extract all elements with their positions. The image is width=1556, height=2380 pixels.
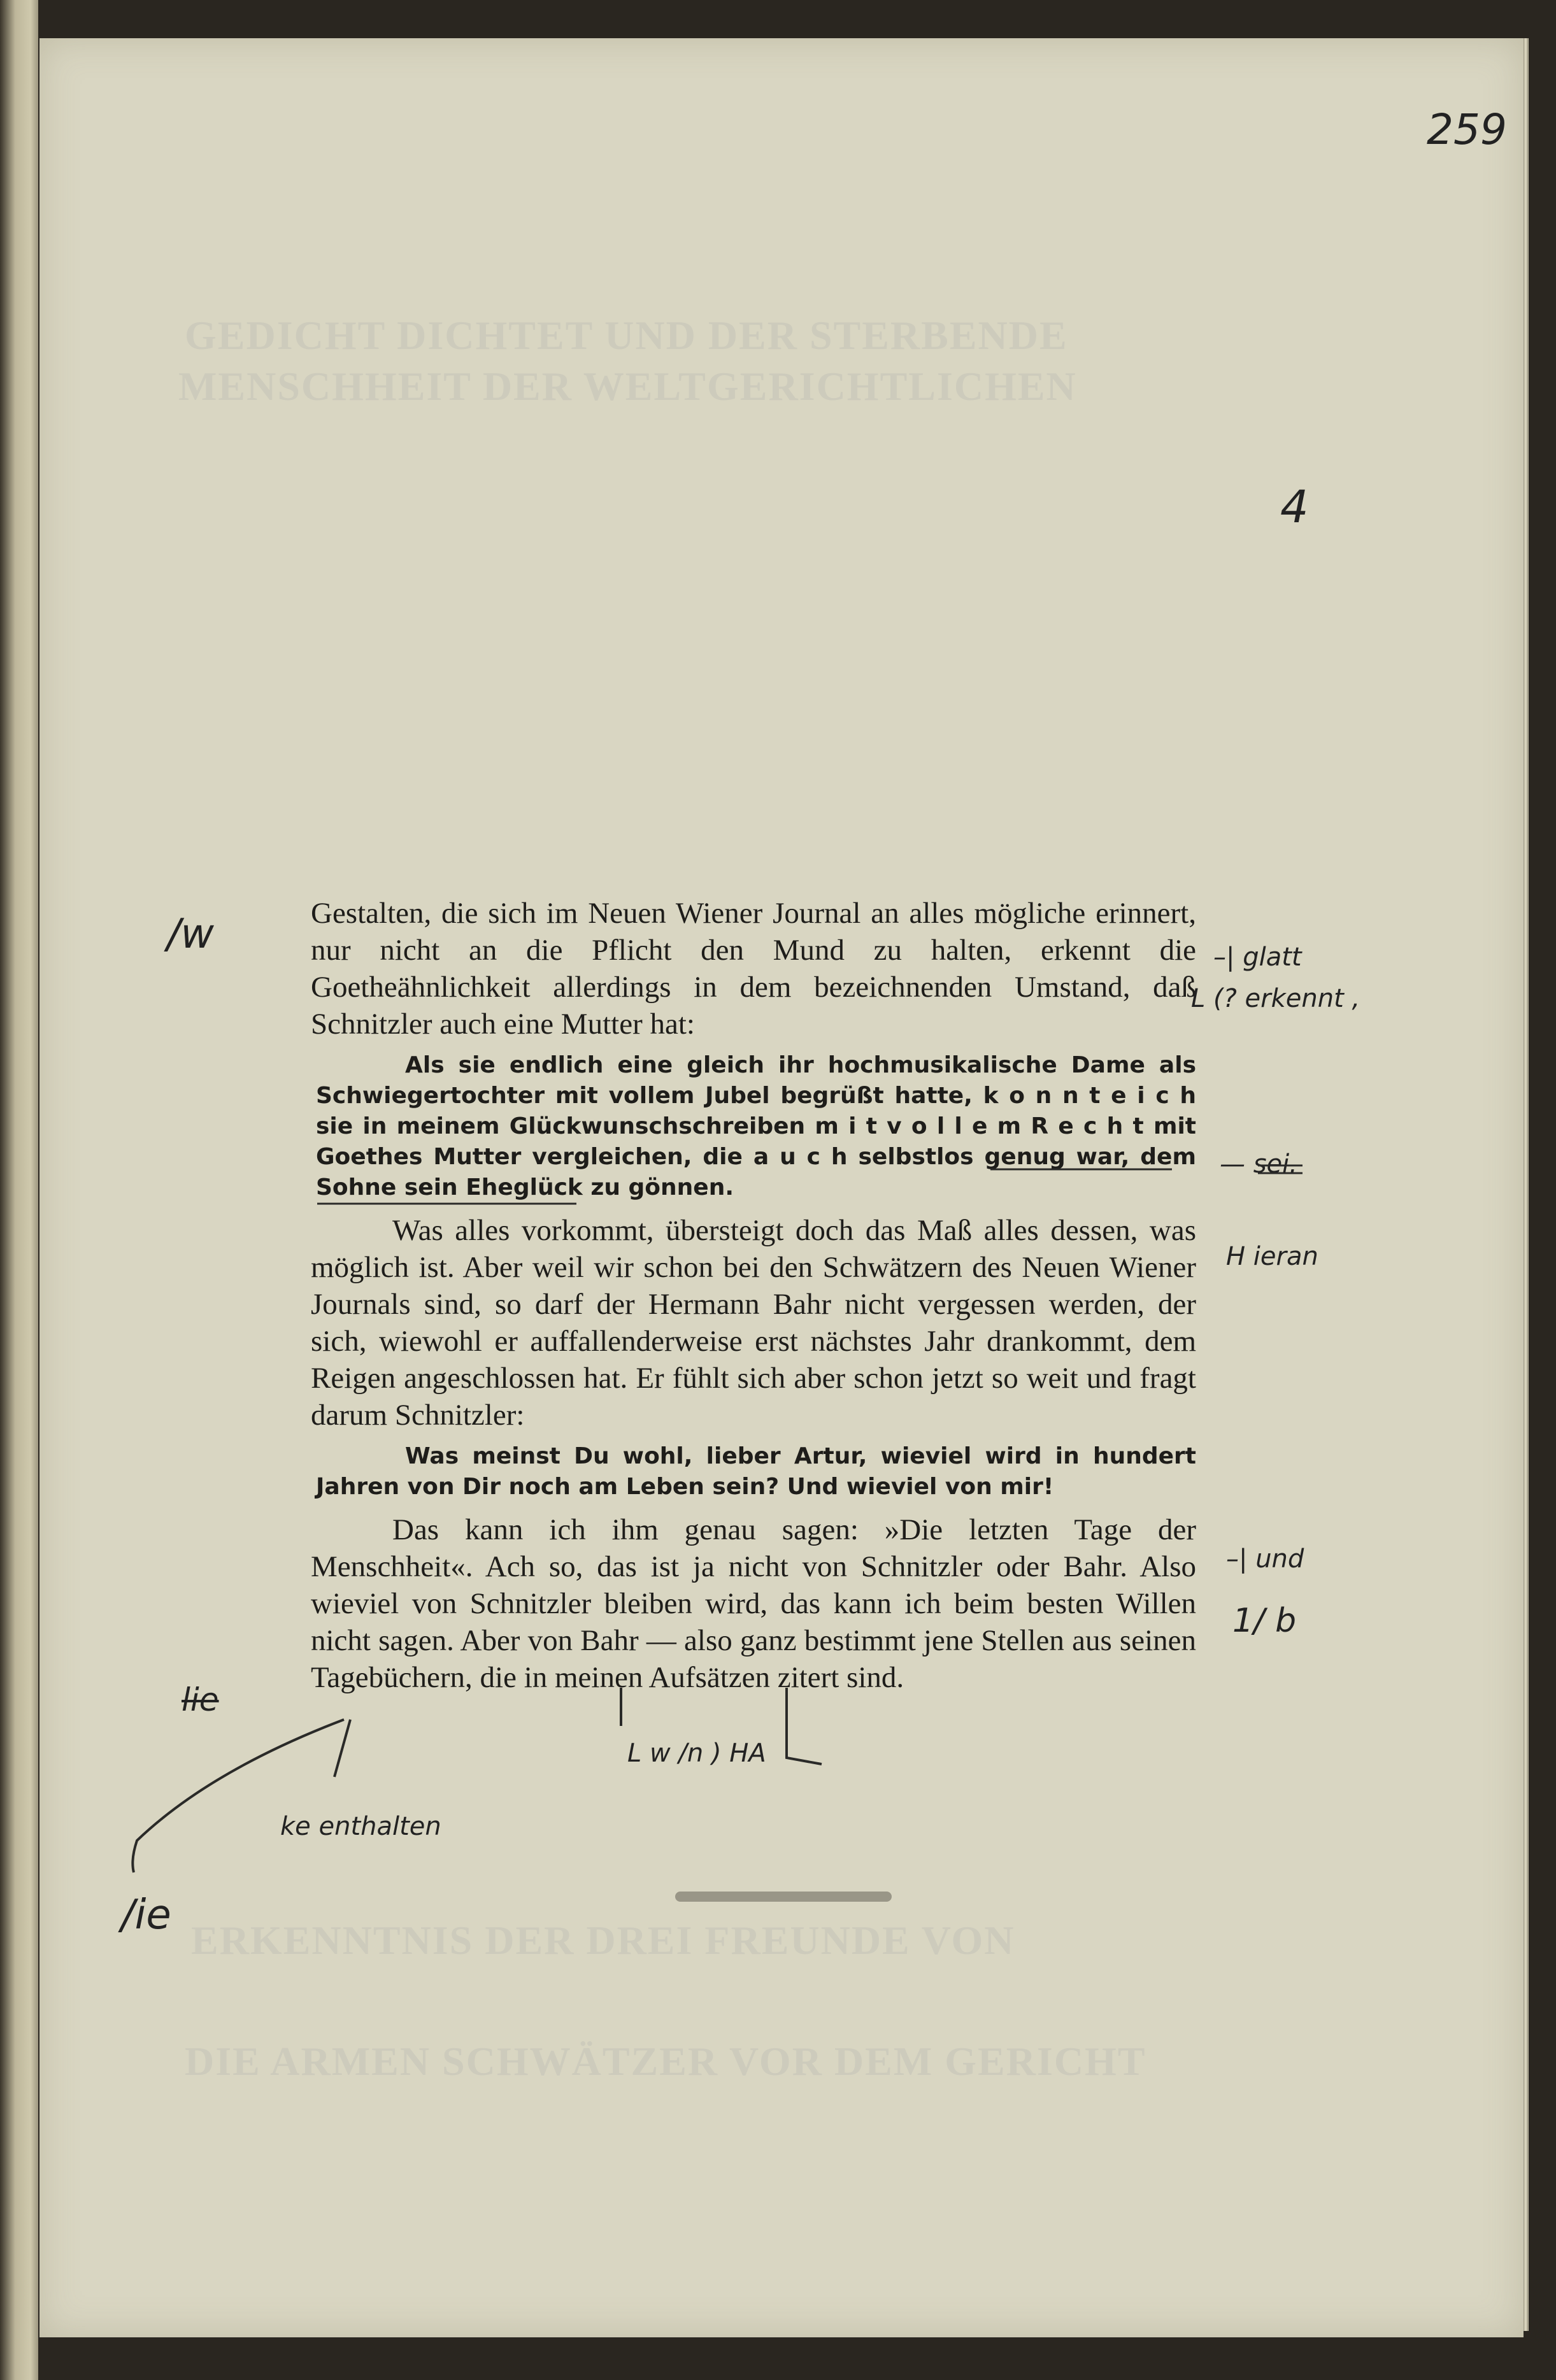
- quote-text: Was meinst Du wohl, lieber Artur, wieviel wird in hundert Jahren von Dir noch am Leben sein? Und wieviel von mir!: [316, 1443, 1196, 1500]
- ink-stroke: [132, 1720, 344, 1872]
- ink-stroke: [787, 1688, 822, 1764]
- paragraph-1: Gestalten, die sich im Neuen Wiener Journal an alles mögliche erinnert, nur nicht an die Pflicht den Mund zu halten, erkennt die Goetheähnlichkeit allerdings in dem bezeichnenden Umstand, daß Schnitzler auch eine Mutter hat:: [311, 897, 1196, 1041]
- handwritten-note: –| glatt: [1213, 943, 1302, 972]
- show-through-line: GEDICHT DICHTET UND DER STERBENDE: [185, 313, 1068, 358]
- ink-stroke: [334, 1720, 350, 1777]
- handwritten-note: /ie: [121, 1892, 171, 1939]
- page-number: 259: [1427, 105, 1507, 154]
- handwritten-note: — sei.: [1220, 1150, 1297, 1179]
- ink-stroke: [1258, 1165, 1303, 1173]
- quote-text: Als sie endlich eine gleich ihr hochmusikalische Dame als Schwiegertochter mit vollem Jubel begrüßt hatte, k o n n t e i c h sie in meinem Glückwunschschreiben m i t v o l l e m R e c h t mit Goethes Mutter vergleichen, die a u c h selbstlos genug war, dem Sohne sein Eheglück zu gönnen.: [316, 1052, 1196, 1201]
- show-through-line: MENSCHHEIT DER WELTGERICHTLICHEN: [178, 364, 1077, 409]
- handwritten-note: H ieran: [1226, 1242, 1318, 1271]
- show-through-line: ERKENNTNIS DER DREI FREUNDE VON: [191, 1918, 1015, 1963]
- handwritten-note: 4: [1280, 481, 1309, 533]
- paragraph-3: Das kann ich ihm genau sagen: »Die letzten Tage der Menschheit«. Ach so, das ist ja nicht von Schnitzler oder Bahr. Also wieviel von Schnitzler bleiben wird, das kann ich beim besten Willen nicht sagen. Aber von Bahr — also ganz bestimmt jene Stellen aus seinen Tagebüchern, die in meinen Aufsätzen zitert sind.: [311, 1513, 1196, 1694]
- paragraph-2: Was alles vorkommt, übersteigt doch das Maß alles dessen, was möglich ist. Aber weil wir schon bei den Schwätzern des Neuen Wiener Journals sind, so darf der Hermann Bahr nicht vergessen werden, der sich, wiewohl er auffallenderweise erst nächstes Jahr drankommt, dem Reigen angeschlossen hat. Er fühlt sich aber schon jetzt so weit und fragt darum Schnitzler:: [311, 1214, 1196, 1432]
- handwritten-note: 1/ b: [1232, 1602, 1297, 1640]
- show-through-line: DIE ARMEN SCHWÄTZER VOR DEM GERICHT: [185, 2039, 1146, 2084]
- handwritten-note: ke enthalten: [280, 1812, 441, 1841]
- handwritten-note: /w: [167, 911, 214, 958]
- handwritten-note: L (? erkennt ,: [1191, 984, 1360, 1013]
- handwritten-note: –| und: [1226, 1544, 1304, 1574]
- handwritten-note: lie: [182, 1681, 219, 1718]
- handwritten-note: L w /n ) HA: [627, 1739, 766, 1768]
